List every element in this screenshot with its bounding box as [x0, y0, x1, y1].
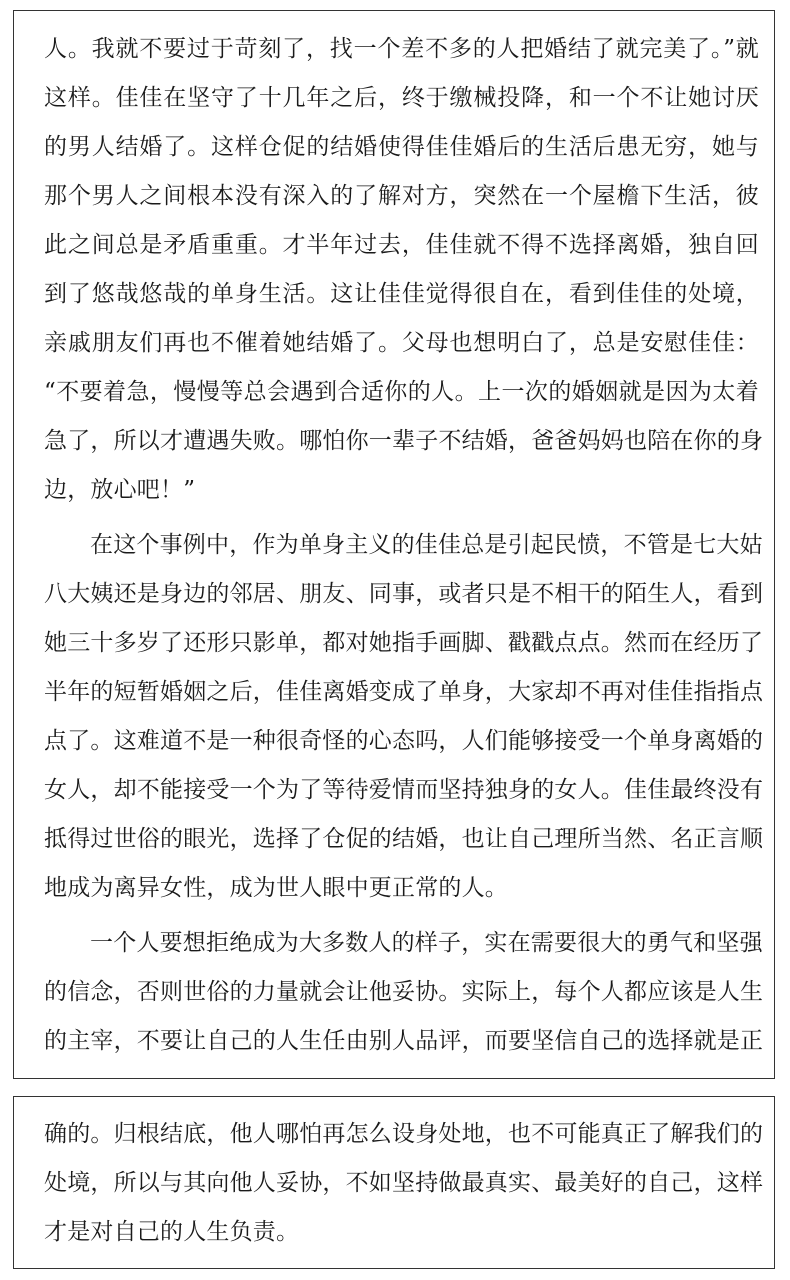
- text-line: 处境，所以与其向他人妥协，不如坚持做最真实、最美好的自己，这样: [44, 1170, 764, 1196]
- page-two-frame: [13, 1096, 775, 1269]
- page-one-frame: [13, 10, 775, 1079]
- paragraph-first-line: 一个人要想拒绝成为大多数人的样子，实在需要很大的勇气和坚强: [90, 930, 763, 956]
- text-line: 到了悠哉悠哉的单身生活。这让佳佳觉得很自在，看到佳佳的处境，: [44, 281, 759, 307]
- text-line: 的男人结婚了。这样仓促的结婚使得佳佳婚后的生活后患无穷，她与: [44, 134, 759, 160]
- text-line: 八大姨还是身边的邻居、朋友、同事，或者只是不相干的陌生人，看到: [44, 581, 764, 607]
- paragraph-first-line: 在这个事例中，作为单身主义的佳佳总是引起民愤，不管是七大姑: [90, 532, 763, 558]
- text-line: “不要着急，慢慢等总会遇到合适你的人。上一次的婚姻就是因为太着: [44, 379, 759, 405]
- text-line: 抵得过世俗的眼光，选择了仓促的结婚，也让自己理所当然、名正言顺: [44, 826, 764, 852]
- text-line: 人。我就不要过于苛刻了，找一个差不多的人把婚结了就完美了。”就: [44, 36, 759, 62]
- text-line: 确的。归根结底，他人哪怕再怎么设身处地，也不可能真正了解我们的: [44, 1121, 764, 1147]
- text-line: 才是对自己的人生负责。: [44, 1219, 300, 1245]
- text-line: 边，放心吧！”: [44, 477, 196, 503]
- text-line: 的信念，否则世俗的力量就会让他妥协。实际上，每个人都应该是人生: [44, 979, 764, 1005]
- text-line: 此之间总是矛盾重重。才半年过去，佳佳就不得不选择离婚，独自回: [44, 232, 759, 258]
- text-line: 地成为离异女性，成为世人眼中更正常的人。: [44, 875, 508, 901]
- text-line: 亲戚朋友们再也不催着她结婚了。父母也想明白了，总是安慰佳佳：: [44, 330, 759, 356]
- text-line: 她三十多岁了还形只影单，都对她指手画脚、戳戳点点。然而在经历了: [44, 630, 764, 656]
- text-line: 这样。佳佳在坚守了十几年之后，终于缴械投降，和一个不让她讨厌: [44, 85, 759, 111]
- text-line: 点了。这难道不是一种很奇怪的心态吗，人们能够接受一个单身离婚的: [44, 728, 764, 754]
- text-line: 女人，却不能接受一个为了等待爱情而坚持独身的女人。佳佳最终没有: [44, 777, 764, 803]
- text-line: 那个男人之间根本没有深入的了解对方，突然在一个屋檐下生活，彼: [44, 183, 759, 209]
- text-line: 半年的短暂婚姻之后，佳佳离婚变成了单身，大家却不再对佳佳指指点: [44, 679, 764, 705]
- text-line: 的主宰，不要让自己的人生任由别人品评，而要坚信自己的选择就是正: [44, 1028, 764, 1054]
- text-line: 急了，所以才遭遇失败。哪怕你一辈子不结婚，爸爸妈妈也陪在你的身: [44, 428, 764, 454]
